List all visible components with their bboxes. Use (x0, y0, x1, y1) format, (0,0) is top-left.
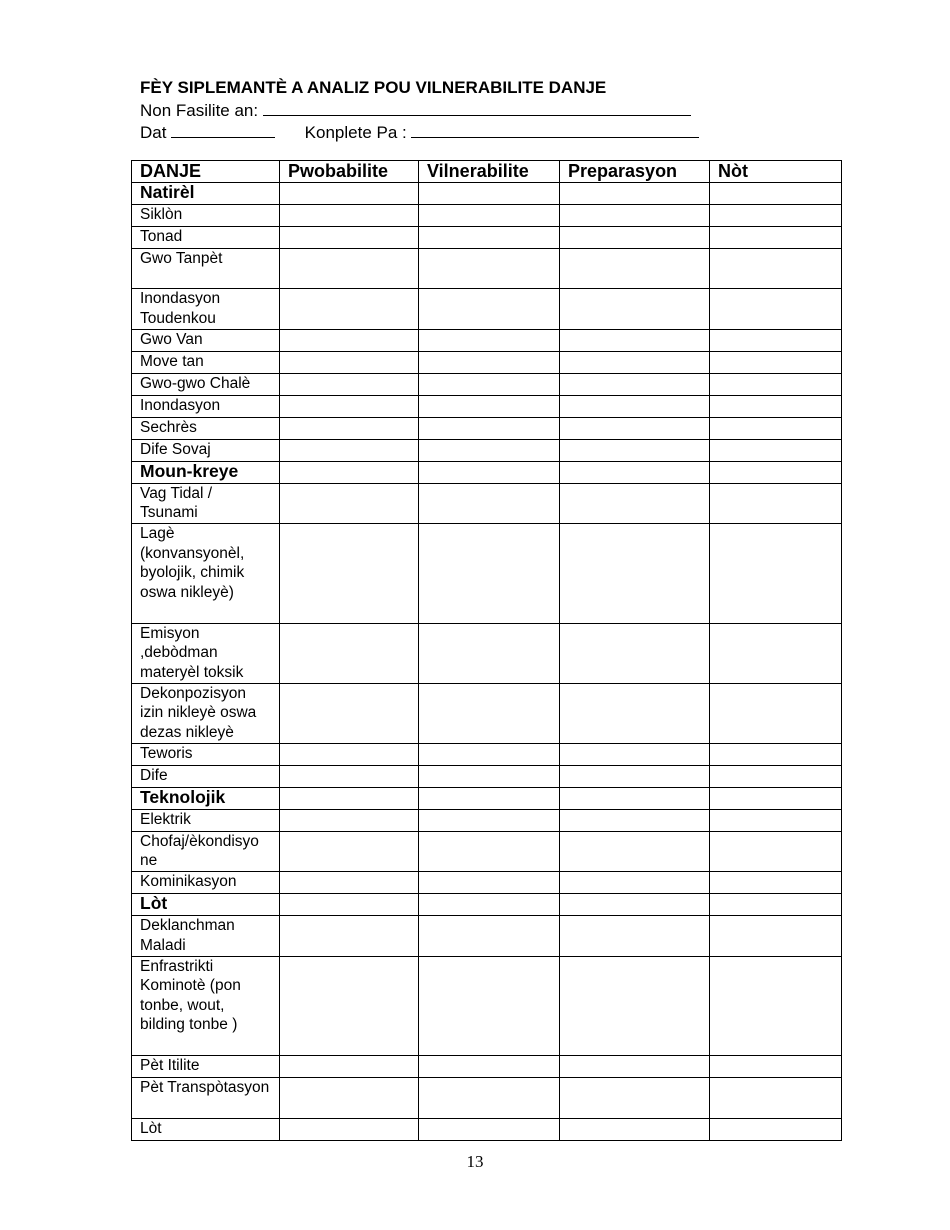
rating-cell[interactable] (560, 956, 710, 1056)
rating-cell[interactable] (560, 417, 710, 439)
rating-cell[interactable] (710, 1078, 842, 1118)
hazard-table (131, 160, 842, 1141)
rating-cell[interactable] (560, 524, 710, 624)
rating-cell[interactable] (280, 1078, 419, 1118)
table-row (132, 831, 842, 871)
rating-cell[interactable] (280, 956, 419, 1056)
rating-cell[interactable] (280, 872, 419, 894)
rating-cell[interactable] (710, 351, 842, 373)
rating-cell[interactable] (280, 524, 419, 624)
rating-cell[interactable] (280, 329, 419, 351)
hazard-label: Chofaj/èkondisyo ne (132, 831, 280, 871)
rating-cell[interactable] (560, 249, 710, 289)
rating-cell[interactable] (280, 831, 419, 871)
hazard-label: Dekonpozisyon izin nikleyè oswa dezas nikleyè (132, 683, 280, 743)
rating-cell[interactable] (710, 524, 842, 624)
rating-cell[interactable] (419, 765, 560, 787)
rating-cell[interactable] (710, 183, 842, 205)
column-header: Nòt (710, 161, 842, 183)
rating-cell[interactable] (280, 461, 419, 483)
rating-cell[interactable] (419, 329, 560, 351)
table-row (132, 183, 842, 205)
date-completed-line (140, 121, 840, 143)
rating-cell[interactable] (710, 1118, 842, 1140)
rating-cell[interactable] (419, 395, 560, 417)
date-label: Dat (140, 123, 167, 142)
rating-cell[interactable] (419, 1056, 560, 1078)
rating-cell[interactable] (419, 787, 560, 809)
hazard-label: Deklanchman Maladi (132, 916, 280, 956)
rating-cell[interactable] (710, 831, 842, 871)
rating-cell[interactable] (280, 289, 419, 329)
rating-cell[interactable] (560, 765, 710, 787)
table-body (132, 183, 842, 1141)
page-number: 13 (466, 1152, 484, 1171)
rating-cell[interactable] (560, 439, 710, 461)
column-header: DANJE (132, 161, 280, 183)
hazard-label: Vag Tidal / Tsunami (132, 483, 280, 523)
table-row (132, 395, 842, 417)
rating-cell[interactable] (710, 289, 842, 329)
hazard-label: Inondasyon Toudenkou (132, 289, 280, 329)
rating-cell[interactable] (560, 872, 710, 894)
table-row (132, 623, 842, 683)
table-row (132, 227, 842, 249)
hazard-label: Emisyon ,debòdman materyèl toksik (132, 623, 280, 683)
rating-cell[interactable] (419, 894, 560, 916)
rating-cell[interactable] (710, 439, 842, 461)
rating-cell[interactable] (710, 894, 842, 916)
rating-cell[interactable] (419, 417, 560, 439)
rating-cell[interactable] (710, 787, 842, 809)
facility-name-label: Non Fasilite an: (140, 101, 259, 120)
rating-cell[interactable] (419, 872, 560, 894)
rating-cell[interactable] (710, 765, 842, 787)
rating-cell[interactable] (560, 1056, 710, 1078)
rating-cell[interactable] (560, 395, 710, 417)
rating-cell[interactable] (280, 395, 419, 417)
table-row (132, 524, 842, 624)
hazard-label: Pèt Itilite (132, 1056, 280, 1078)
rating-cell[interactable] (280, 249, 419, 289)
rating-cell[interactable] (419, 483, 560, 523)
rating-cell[interactable] (560, 373, 710, 395)
rating-cell[interactable] (710, 623, 842, 683)
rating-cell[interactable] (710, 249, 842, 289)
rating-cell[interactable] (280, 417, 419, 439)
table-row (132, 765, 842, 787)
rating-cell[interactable] (560, 183, 710, 205)
rating-cell[interactable] (560, 351, 710, 373)
rating-cell[interactable] (710, 743, 842, 765)
rating-cell[interactable] (560, 227, 710, 249)
rating-cell[interactable] (419, 916, 560, 956)
rating-cell[interactable] (280, 227, 419, 249)
hazard-label: Pèt Transpòtasyon (132, 1078, 280, 1118)
table-row (132, 205, 842, 227)
rating-cell[interactable] (419, 289, 560, 329)
rating-cell[interactable] (280, 483, 419, 523)
hazard-label: Dife (132, 765, 280, 787)
table-row (132, 373, 842, 395)
section-heading: Natirèl (132, 183, 280, 205)
rating-cell[interactable] (560, 683, 710, 743)
rating-cell[interactable] (560, 623, 710, 683)
table-row (132, 916, 842, 956)
rating-cell[interactable] (419, 227, 560, 249)
rating-cell[interactable] (560, 787, 710, 809)
rating-cell[interactable] (560, 205, 710, 227)
hazard-label: Gwo-gwo Chalè (132, 373, 280, 395)
hazard-label: Teworis (132, 743, 280, 765)
hazard-label: Siklòn (132, 205, 280, 227)
rating-cell[interactable] (419, 183, 560, 205)
rating-cell[interactable] (419, 205, 560, 227)
rating-cell[interactable] (419, 956, 560, 1056)
section-heading: Moun-kreye (132, 461, 280, 483)
rating-cell[interactable] (280, 351, 419, 373)
rating-cell[interactable] (710, 395, 842, 417)
hazard-label: Move tan (132, 351, 280, 373)
hazard-label: Inondasyon (132, 395, 280, 417)
table-row (132, 289, 842, 329)
hazard-label: Kominikasyon (132, 872, 280, 894)
rating-cell[interactable] (560, 1118, 710, 1140)
table-row (132, 956, 842, 1056)
rating-cell[interactable] (419, 373, 560, 395)
facility-name-field[interactable] (263, 99, 691, 116)
table-row (132, 809, 842, 831)
rating-cell[interactable] (280, 743, 419, 765)
rating-cell[interactable] (419, 439, 560, 461)
rating-cell[interactable] (280, 1056, 419, 1078)
table-row (132, 461, 842, 483)
rating-cell[interactable] (280, 765, 419, 787)
section-heading: Lòt (132, 894, 280, 916)
table-row (132, 683, 842, 743)
rating-cell[interactable] (419, 461, 560, 483)
rating-cell[interactable] (280, 787, 419, 809)
form-title: FÈY SIPLEMANTÈ A ANALIZ POU VILNERABILITE DANJE (140, 78, 607, 97)
hazard-label: Enfrastrikti Kominotè (pon tonbe, wout, bilding tonbe ) (132, 956, 280, 1056)
rating-cell[interactable] (280, 809, 419, 831)
rating-cell[interactable] (710, 461, 842, 483)
table-row (132, 249, 842, 289)
form-header (140, 77, 840, 143)
rating-cell[interactable] (419, 743, 560, 765)
rating-cell[interactable] (710, 373, 842, 395)
table-row (132, 351, 842, 373)
rating-cell[interactable] (710, 483, 842, 523)
table-header-row (132, 161, 842, 183)
rating-cell[interactable] (280, 894, 419, 916)
table-row (132, 872, 842, 894)
rating-cell[interactable] (710, 916, 842, 956)
table-row (132, 894, 842, 916)
hazard-label: Lagè (konvansyonèl, byolojik, chimik oswa nikleyè) (132, 524, 280, 624)
rating-cell[interactable] (560, 916, 710, 956)
rating-cell[interactable] (710, 872, 842, 894)
rating-cell[interactable] (280, 916, 419, 956)
rating-cell[interactable] (710, 329, 842, 351)
rating-cell[interactable] (419, 831, 560, 871)
hazard-label: Sechrès (132, 417, 280, 439)
hazard-label: Gwo Tanpèt (132, 249, 280, 289)
column-header: Preparasyon (560, 161, 710, 183)
rating-cell[interactable] (280, 373, 419, 395)
rating-cell[interactable] (419, 683, 560, 743)
rating-cell[interactable] (710, 205, 842, 227)
rating-cell[interactable] (560, 831, 710, 871)
hazard-label: Lòt (132, 1118, 280, 1140)
table-row (132, 787, 842, 809)
rating-cell[interactable] (560, 483, 710, 523)
rating-cell[interactable] (280, 623, 419, 683)
hazard-label: Gwo Van (132, 329, 280, 351)
hazard-label: Elektrik (132, 809, 280, 831)
table-row (132, 483, 842, 523)
rating-cell[interactable] (280, 683, 419, 743)
table-row (132, 1056, 842, 1078)
table-row (132, 439, 842, 461)
hazard-label: Dife Sovaj (132, 439, 280, 461)
rating-cell[interactable] (710, 1056, 842, 1078)
rating-cell[interactable] (710, 956, 842, 1056)
section-heading: Teknolojik (132, 787, 280, 809)
completed-by-field[interactable] (411, 121, 699, 138)
rating-cell[interactable] (280, 1118, 419, 1140)
rating-cell[interactable] (560, 461, 710, 483)
table-row (132, 1078, 842, 1118)
column-header: Vilnerabilite (419, 161, 560, 183)
table-row (132, 417, 842, 439)
rating-cell[interactable] (710, 809, 842, 831)
rating-cell[interactable] (280, 205, 419, 227)
table-row (132, 329, 842, 351)
rating-cell[interactable] (280, 183, 419, 205)
rating-cell[interactable] (560, 1078, 710, 1118)
rating-cell[interactable] (710, 227, 842, 249)
rating-cell[interactable] (419, 351, 560, 373)
rating-cell[interactable] (419, 1118, 560, 1140)
rating-cell[interactable] (419, 809, 560, 831)
rating-cell[interactable] (419, 524, 560, 624)
hazard-label: Tonad (132, 227, 280, 249)
rating-cell[interactable] (419, 1078, 560, 1118)
rating-cell[interactable] (419, 623, 560, 683)
table-row (132, 1118, 842, 1140)
rating-cell[interactable] (419, 249, 560, 289)
facility-name-line (140, 99, 840, 121)
table-row (132, 743, 842, 765)
date-field[interactable] (171, 121, 275, 138)
rating-cell[interactable] (710, 683, 842, 743)
completed-by-label: Konplete Pa : (304, 123, 407, 142)
rating-cell[interactable] (560, 809, 710, 831)
rating-cell[interactable] (560, 894, 710, 916)
rating-cell[interactable] (560, 329, 710, 351)
rating-cell[interactable] (280, 439, 419, 461)
rating-cell[interactable] (560, 289, 710, 329)
column-header: Pwobabilite (280, 161, 419, 183)
rating-cell[interactable] (710, 417, 842, 439)
rating-cell[interactable] (560, 743, 710, 765)
